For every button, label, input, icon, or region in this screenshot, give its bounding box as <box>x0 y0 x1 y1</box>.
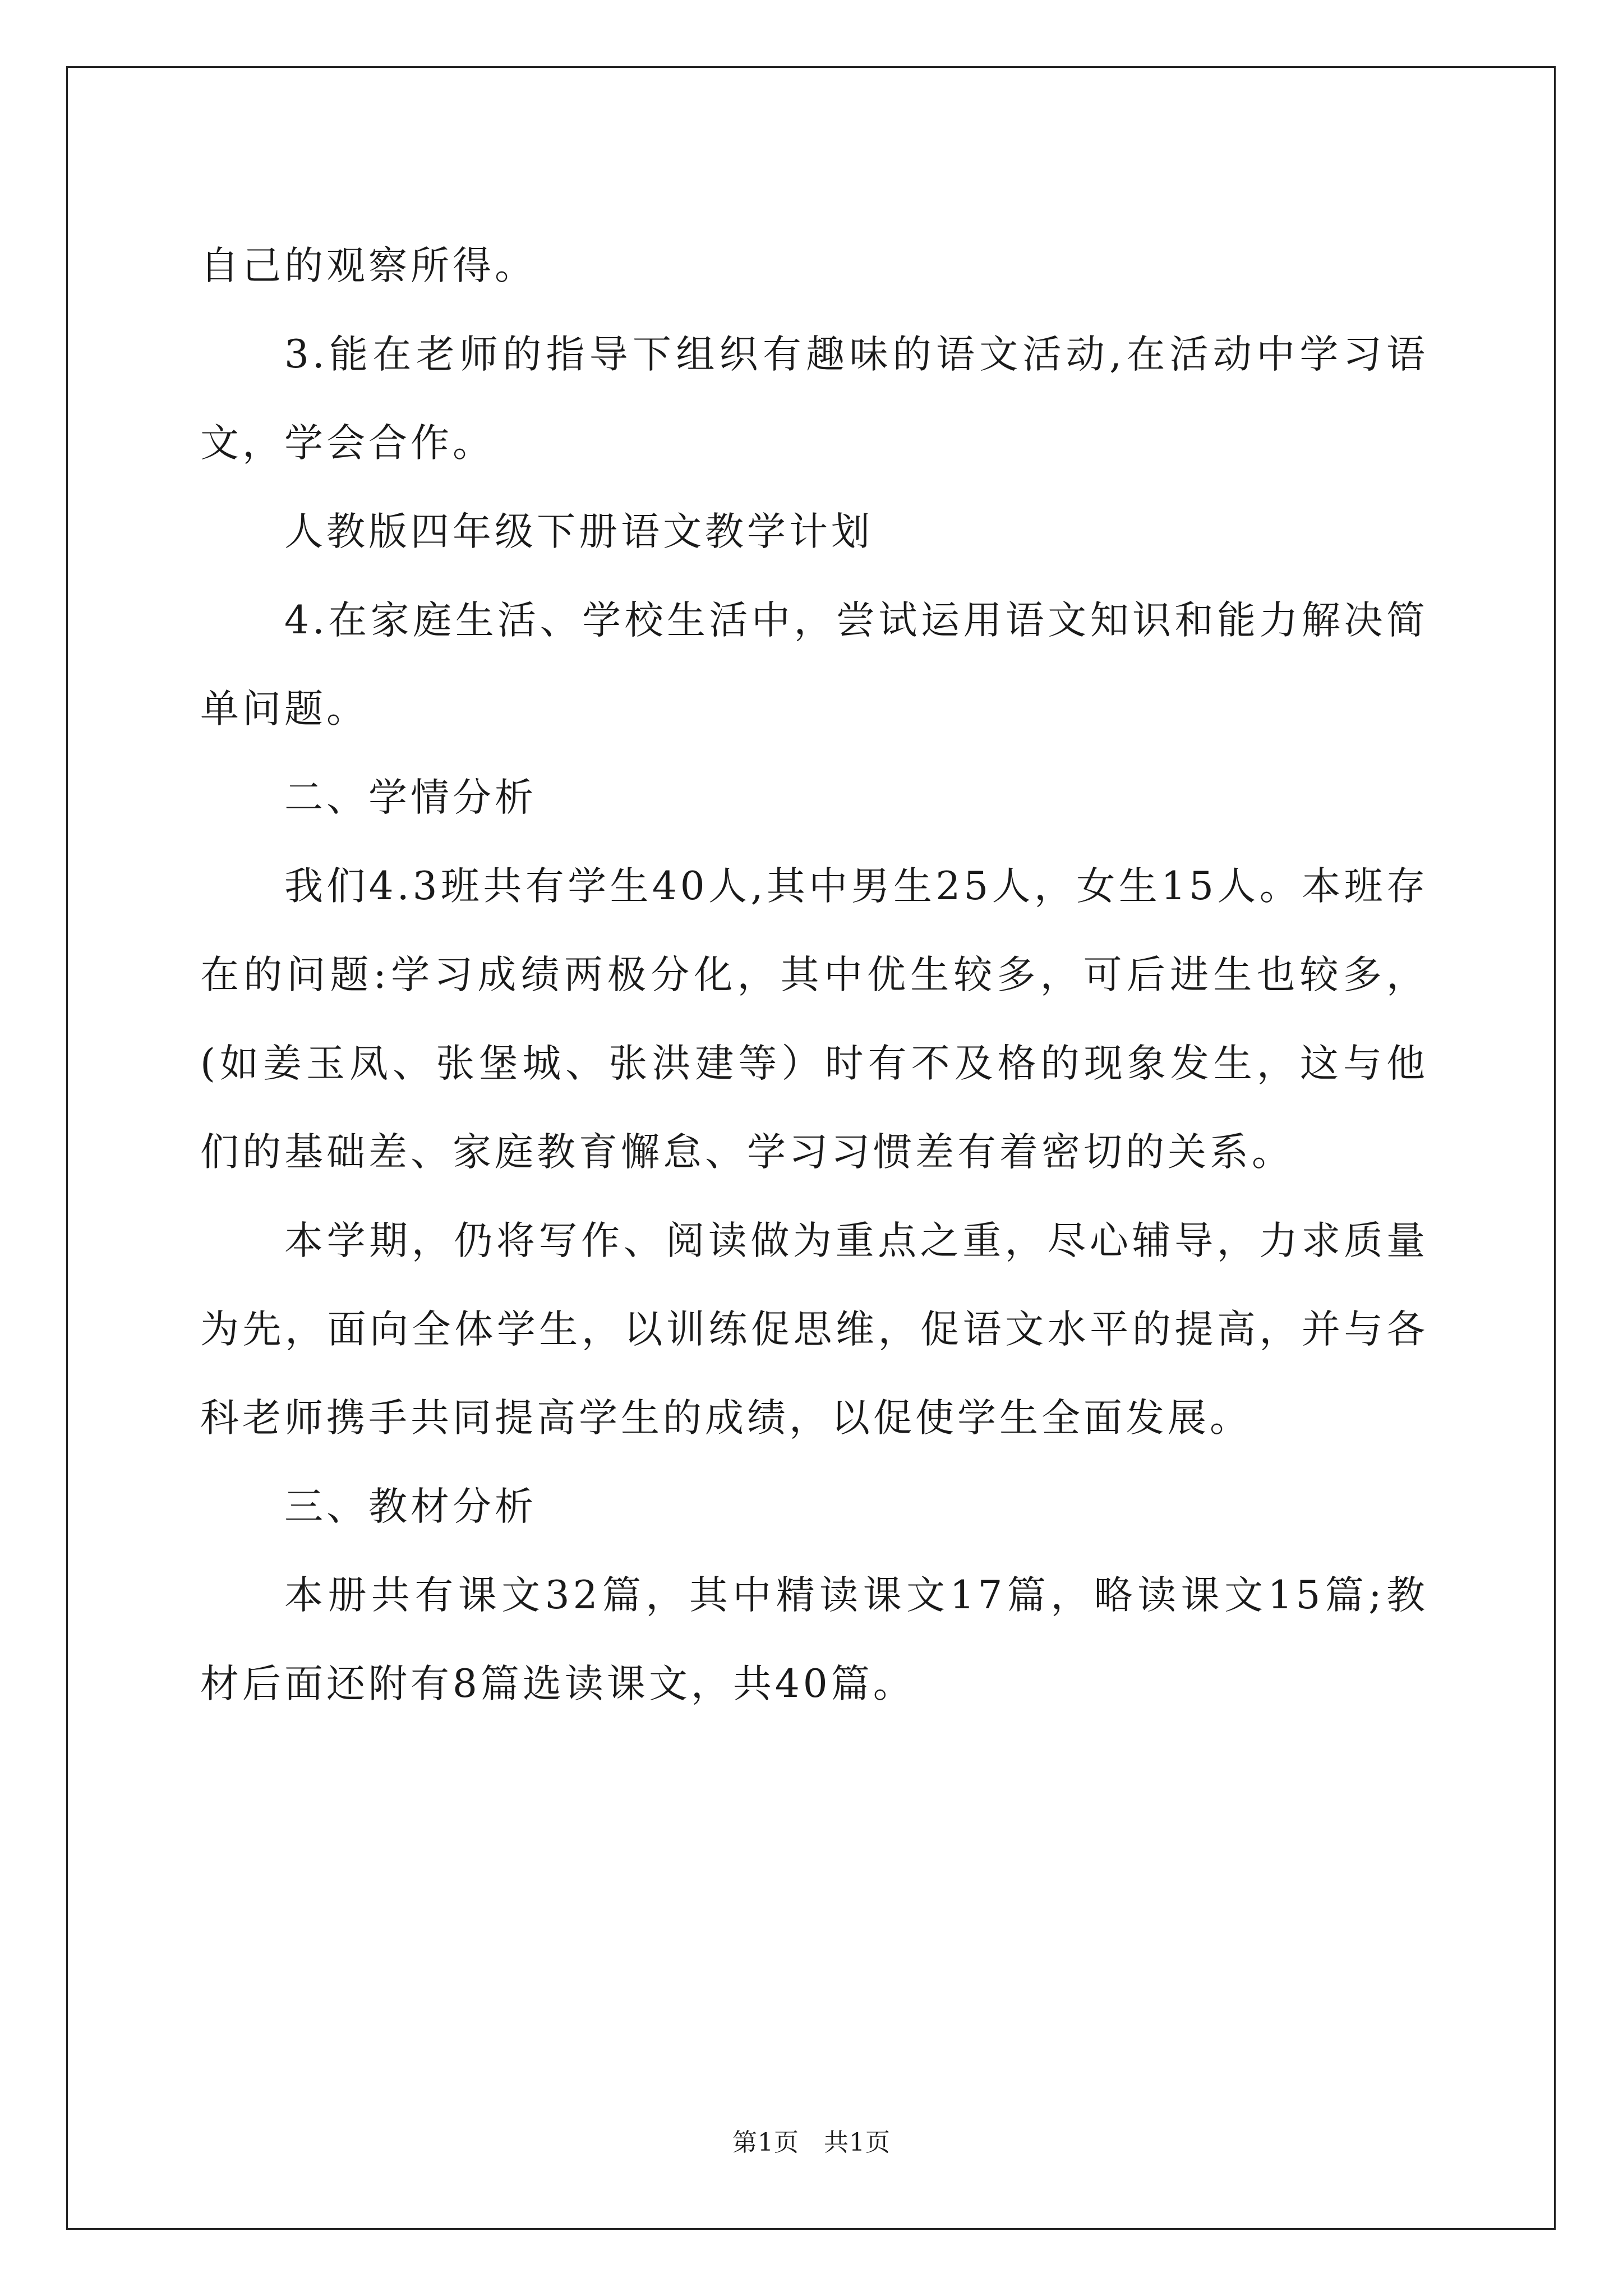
document-body <box>200 222 1428 1728</box>
paragraph: 我们4.3班共有学生40人,其中男生25人，女生15人。本班存在的问题:学习成绩两极分化，其中优生较多，可后进生也较多，(如姜玉凤、张堡城、张洪建等）时有不及格的现象发生，这与他们的基础差、家庭教育懈怠、学习习惯差有着密切的关系。 <box>200 864 1428 1175</box>
page-number: 第1页 <box>732 2128 799 2157</box>
paragraph: 本册共有课文32篇，其中精读课文17篇，略读课文15篇;教材后面还附有8篇选读课文，共40篇。 <box>200 1573 1428 1706</box>
paragraph: 自己的观察所得。 <box>200 243 537 288</box>
page-total: 共1页 <box>824 2128 891 2157</box>
paragraph: 本学期，仍将写作、阅读做为重点之重，尽心辅导，力求质量为先，面向全体学生，以训练促思维，促语文水平的提高，并与各科老师携手共同提高学生的成绩，以促使学生全面发展。 <box>200 1218 1428 1441</box>
paragraph: 3.能在老师的指导下组织有趣味的语文活动,在活动中学习语文，学会合作。 <box>200 332 1428 466</box>
section-heading: 二、学情分析 <box>284 775 537 820</box>
paragraph: 人教版四年级下册语文教学计划 <box>284 509 873 554</box>
paragraph: 4.在家庭生活、学校生活中，尝试运用语文知识和能力解决简单问题。 <box>200 598 1428 731</box>
page-footer <box>0 2126 1623 2160</box>
section-heading: 三、教材分析 <box>284 1484 537 1529</box>
